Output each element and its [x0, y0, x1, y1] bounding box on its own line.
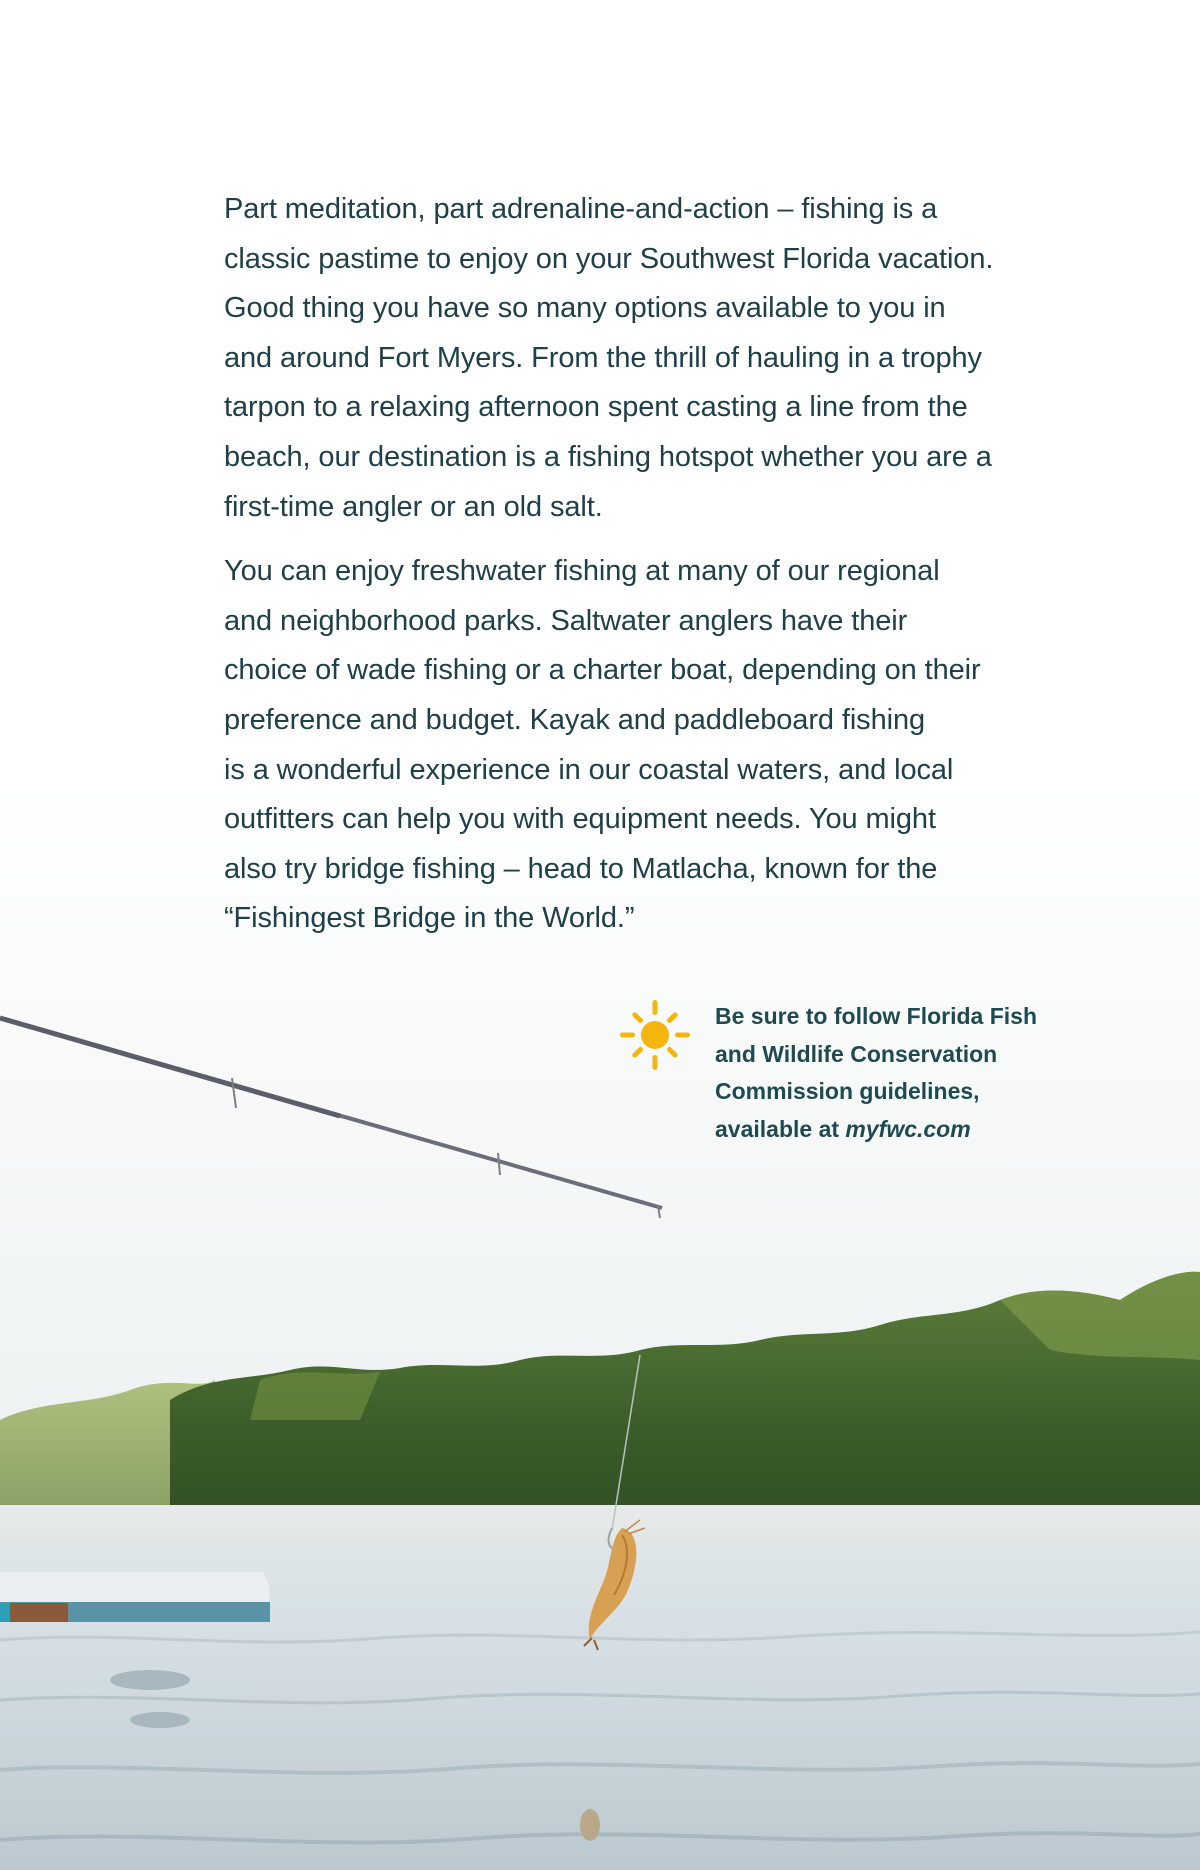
sun-icon	[618, 998, 692, 1072]
shrimp-bait	[584, 1520, 645, 1650]
text-line: and around Fort Myers. From the thrill of hauling in a trophy	[224, 341, 982, 374]
myfwc-link[interactable]: myfwc.com	[845, 1115, 971, 1142]
text-line: Part meditation, part adrenaline-and-action – fishing is a	[224, 193, 938, 225]
fishing-rod	[0, 1018, 662, 1530]
callout-line: Be sure to follow Florida Fish	[715, 1003, 1038, 1029]
callout-prefix: available at	[715, 1115, 846, 1142]
text-line: outfitters can help you with equipment needs. You might	[224, 803, 936, 836]
paddleboard	[0, 1572, 270, 1622]
text-line: and neighborhood parks. Saltwater anglers have their	[224, 604, 908, 637]
text-line: preference and budget. Kayak and paddleboard fishing	[224, 703, 925, 736]
guidelines-callout	[618, 998, 1078, 1158]
text-line: is a wonderful experience in our coastal waters, and local	[224, 753, 954, 786]
article-body	[224, 185, 1084, 959]
text-line: first-time angler or an old salt.	[224, 490, 603, 523]
text-line: You can enjoy freshwater fishing at many of our regional	[224, 555, 940, 588]
text-line: also try bridge fishing – head to Matlacha, known for the	[224, 852, 938, 885]
paragraph-intro	[224, 185, 1084, 532]
text-line: classic pastime to enjoy on your Southwest Florida vacation.	[224, 242, 994, 275]
paragraph-options	[224, 547, 1084, 944]
callout-line: and Wildlife Conservation	[715, 1040, 998, 1067]
text-line: “Fishingest Bridge in the World.”	[224, 902, 635, 935]
callout-line	[715, 1111, 1085, 1149]
callout-text	[715, 998, 1085, 1148]
callout-line: Commission guidelines,	[715, 1078, 980, 1104]
text-line: Good thing you have so many options available to you in	[224, 292, 946, 325]
text-line: beach, our destination is a fishing hotspot whether you are a	[224, 440, 992, 473]
text-line: choice of wade fishing or a charter boat, depending on their	[224, 654, 981, 687]
text-line: tarpon to a relaxing afternoon spent casting a line from the	[224, 391, 968, 424]
